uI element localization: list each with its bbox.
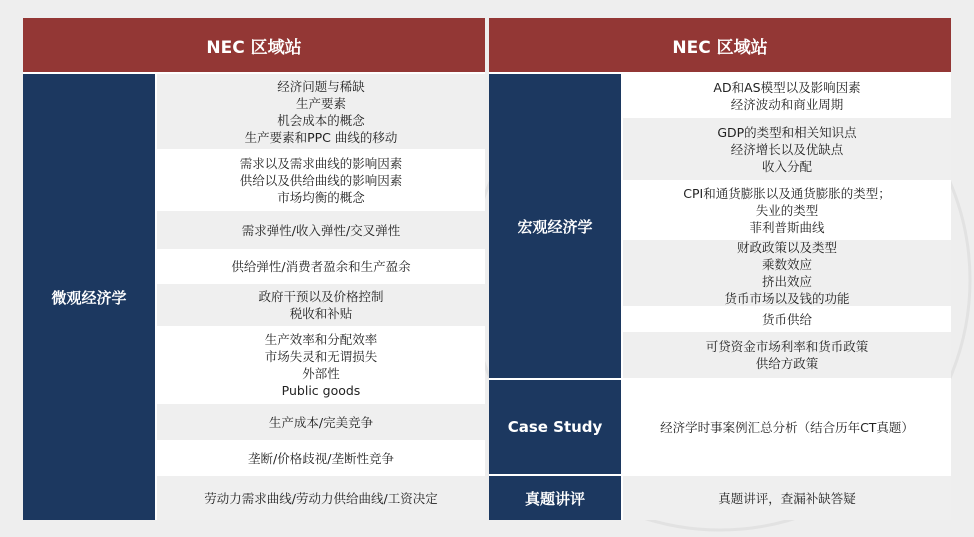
left-row-5 <box>157 284 485 326</box>
right-row-2 <box>623 118 951 180</box>
row-line: 供给弹性/消费者盈余和生产盈余 <box>231 259 411 274</box>
row-line: 挤出效应 <box>761 274 812 289</box>
left-row-6 <box>157 326 485 404</box>
left-row-1 <box>157 74 485 149</box>
row-line: 生产效率和分配效率 <box>264 332 378 347</box>
row-line: AD和AS模型以及影响因素 <box>713 80 861 95</box>
row-line: 经济波动和商业周期 <box>730 97 844 112</box>
category-micro: 微观经济学 <box>23 74 155 520</box>
row-line: GDP的类型和相关知识点 <box>717 124 857 140</box>
left-table <box>23 18 485 520</box>
left-row-8 <box>157 440 485 476</box>
row-line: 财政政策以及类型 <box>736 240 837 255</box>
right-header: NEC 区域站 <box>489 18 951 72</box>
row-line: 可贷资金市场利率和货币政策 <box>705 339 869 354</box>
right-row-8 <box>623 476 951 520</box>
row-line: 供给方政策 <box>755 356 819 371</box>
left-row-2 <box>157 149 485 211</box>
row-line: 外部性 <box>302 366 340 381</box>
row-line: 劳动力需求曲线/劳动力供给曲线/工资决定 <box>204 490 438 506</box>
row-line: 菲利普斯曲线 <box>749 219 825 235</box>
row-line: 市场失灵和无谓损失 <box>264 349 378 364</box>
row-line: 经济增长以及优缺点 <box>730 141 844 157</box>
row-line: 经济学时事案例汇总分析（结合历年CT真题） <box>660 419 914 435</box>
category-exam-review: 真题讲评 <box>489 476 621 520</box>
row-line: 机会成本的概念 <box>277 112 365 128</box>
left-header: NEC 区域站 <box>23 18 485 72</box>
row-line: 生产成本/完美竞争 <box>268 414 374 430</box>
row-line: 真题讲评，查漏补缺答疑 <box>718 490 856 506</box>
row-line: 收入分配 <box>761 158 812 174</box>
row-line: 市场均衡的概念 <box>277 189 365 205</box>
category-case-study: Case Study <box>489 380 621 474</box>
left-row-9 <box>157 476 485 520</box>
row-line: 需求以及需求曲线的影响因素 <box>239 155 403 171</box>
right-row-5 <box>623 306 951 332</box>
row-line: 生产要素 <box>295 95 346 111</box>
row-line: 供给以及供给曲线的影响因素 <box>239 172 403 188</box>
row-line: 需求弹性/收入弹性/交叉弹性 <box>241 222 401 238</box>
row-line: 货币市场以及钱的功能 <box>724 291 850 306</box>
left-row-4 <box>157 249 485 284</box>
left-row-7 <box>157 404 485 440</box>
right-row-4 <box>623 240 951 306</box>
category-macro: 宏观经济学 <box>489 74 621 378</box>
row-line: 失业的类型 <box>755 202 819 218</box>
row-line: 经济问题与稀缺 <box>277 78 365 94</box>
row-line: 垄断/价格歧视/垄断性竞争 <box>248 450 394 466</box>
row-line: Public goods <box>281 383 361 398</box>
right-table <box>489 18 951 520</box>
row-line: 货币供给 <box>761 311 812 327</box>
right-row-7 <box>623 380 951 474</box>
row-line: 政府干预以及价格控制 <box>258 289 384 304</box>
row-line: CPI和通货膨胀以及通货膨胀的类型； <box>683 185 891 201</box>
right-row-6 <box>623 332 951 378</box>
row-line: 生产要素和PPC 曲线的移动 <box>244 129 398 145</box>
right-row-3 <box>623 180 951 240</box>
left-row-3 <box>157 211 485 249</box>
right-row-1 <box>623 74 951 118</box>
row-line: 税收和补贴 <box>289 306 353 321</box>
row-line: 乘数效应 <box>761 257 812 272</box>
